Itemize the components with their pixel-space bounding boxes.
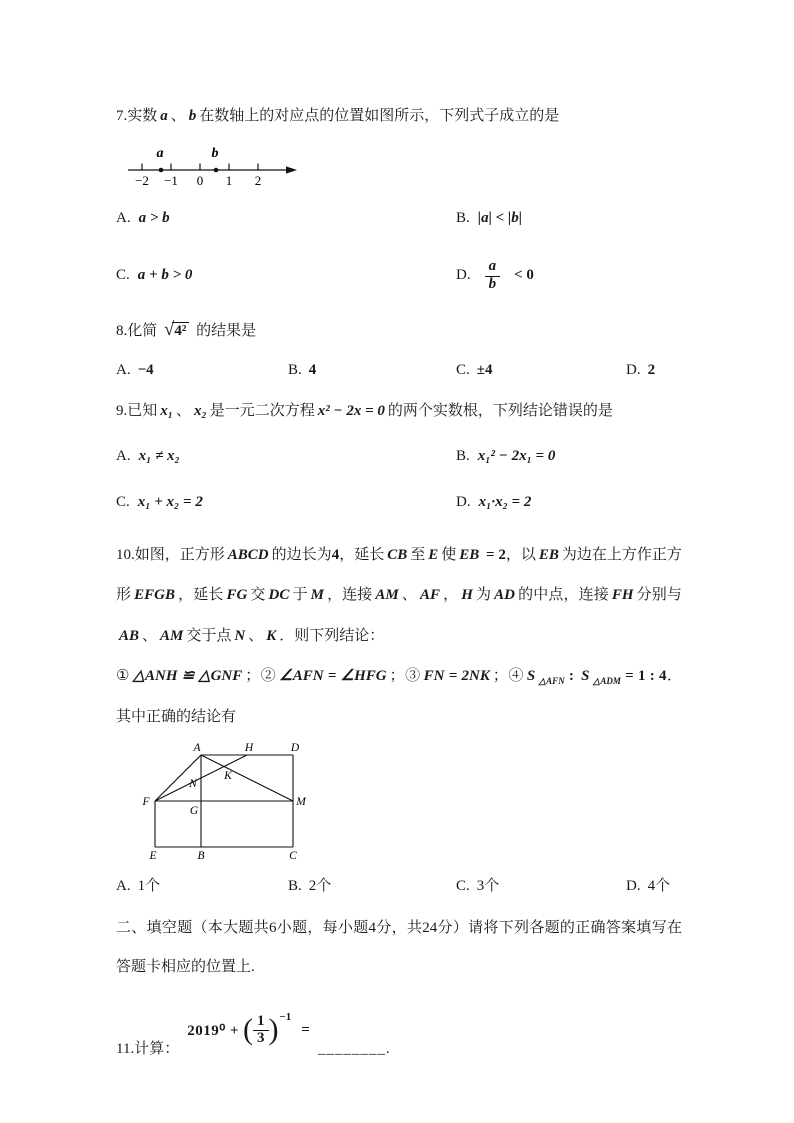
q8-options-row [116, 357, 682, 383]
q7-option-d [456, 259, 682, 293]
q8-stem [116, 314, 682, 346]
label-C: C [289, 850, 297, 863]
fraction-denominator: 3 [257, 1030, 265, 1047]
q9-option-c: C. x₁ + x₂ = 2 [116, 493, 203, 510]
formula-base: 2019⁰ + [187, 1022, 240, 1039]
q8-stem-prefix: 8.化简 [116, 322, 158, 339]
q10-stem: 10.如图，正方形 ABCD 的边长为4，延长 CB 至 E 使 EB = 2，以 EB 为边在上方作正方形 EFGB ，延长 FG 交 DC 于 M ，连接 AM 、 AF ， H 为 AD 的中点，连接 FH 分别与AB 、 AM 交于点 N 、 K ．则下列结论： [116, 546, 682, 644]
fraction-a-over-b [485, 259, 501, 293]
arrow-right-icon [286, 166, 297, 173]
exponent: −1 [279, 1010, 292, 1023]
q7-stem: 7.实数 a 、 b 在数轴上的对应点的位置如图所示，下列式子成立的是 [116, 108, 560, 124]
q7-options-row-2 [116, 246, 682, 306]
tick-label: 0 [196, 172, 204, 188]
question-7 [116, 104, 682, 306]
fraction-denominator: b [488, 275, 497, 292]
q8-option-d: D. 2 [626, 362, 656, 379]
q10-option-d: D. 4个 [626, 878, 671, 895]
q10-option-a: A. 1个 [116, 878, 161, 895]
q10-options-row [116, 871, 682, 901]
q7-options-row-1 [116, 196, 682, 242]
label-K: K [224, 770, 232, 783]
label-D: D [290, 742, 300, 755]
q11-line [116, 1001, 682, 1059]
q11-label: 11.计算： [116, 1040, 180, 1057]
q9-options-row-1 [116, 435, 682, 477]
answer-blank: ________ [317, 1040, 386, 1057]
radicand: 4² [172, 322, 189, 339]
q7-option-c: C. a + b > 0 [116, 267, 193, 284]
q9-option-d: D. x₁·x₂ = 2 [456, 493, 532, 510]
radical-sign: √ [164, 318, 175, 340]
label-N: N [189, 778, 197, 791]
q9-options-row-2 [116, 481, 682, 523]
q10-conclusions: ① △ANH ≌ △GNF ；② ∠AFN = ∠HFG ；③ FN = 2NK ；④ S $_{\triangle AFN}$ : S $_{\triangle ADM}$ = 1 : 4．其中正确的结论有 [116, 668, 682, 725]
question-10 [116, 535, 682, 902]
label-M: M [296, 796, 306, 809]
question-11 [116, 1001, 682, 1059]
q8-option-a: A. −4 [116, 362, 154, 379]
question-9 [116, 399, 682, 523]
q7-option-a: A. a > b [116, 210, 170, 227]
right-paren: ) [268, 1013, 279, 1047]
q9-option-b: B. x₁² − 2x₁ = 0 [456, 447, 556, 464]
q8-option-b: B. 4 [288, 362, 317, 379]
tick-label: 1 [225, 172, 233, 188]
option-value: < 0 [514, 267, 534, 284]
line-AM [201, 755, 293, 801]
number-line-figure [126, 142, 301, 188]
fraction-numerator: a [485, 259, 501, 277]
q11-formula [187, 1010, 310, 1048]
q8-stem-suffix: 的结果是 [196, 322, 257, 339]
q9-option-a: A. x₁ ≠ x₂ [116, 447, 180, 464]
label-B: B [197, 850, 205, 863]
label-E: E [149, 850, 157, 863]
option-letter: D. [456, 267, 471, 284]
label-H: H [244, 742, 254, 755]
label-G: G [189, 805, 199, 818]
q9-stem: 9.已知 x₁ 、 x₂ 是一元二次方程 x² − 2x = 0 的两个实数根，下列结论错误的是 [116, 403, 613, 420]
tick-label: −2 [135, 172, 149, 188]
tick-label: 2 [254, 172, 262, 188]
section-2-title: 二、填空题（本大题共6小题，每小题4分，共24分）请将下列各题的正确答案填写在答题卡相应的位置上. [116, 920, 682, 976]
point-a-label: a [156, 145, 164, 161]
section-2-header [116, 909, 682, 987]
label-A: A [193, 742, 201, 755]
tick-label: −1 [164, 172, 178, 188]
label-F: F [142, 796, 150, 809]
period: . [385, 1040, 390, 1057]
point-b-label: b [211, 145, 219, 161]
geometry-figure [140, 741, 326, 867]
q10-option-c: C. 3个 [456, 878, 500, 895]
q7-option-b: B. |a| < |b| [456, 210, 523, 227]
equals-sign: = [301, 1021, 310, 1038]
sqrt-expression [164, 318, 189, 340]
point-b-dot [214, 167, 219, 172]
point-a-dot [159, 167, 164, 172]
q8-option-c: C. ±4 [456, 362, 493, 379]
fraction-numerator: 1 [253, 1014, 269, 1032]
q10-option-b: B. 2个 [288, 878, 332, 895]
question-8 [116, 314, 682, 384]
left-paren: ( [243, 1013, 254, 1047]
fraction-one-third [253, 1014, 269, 1048]
